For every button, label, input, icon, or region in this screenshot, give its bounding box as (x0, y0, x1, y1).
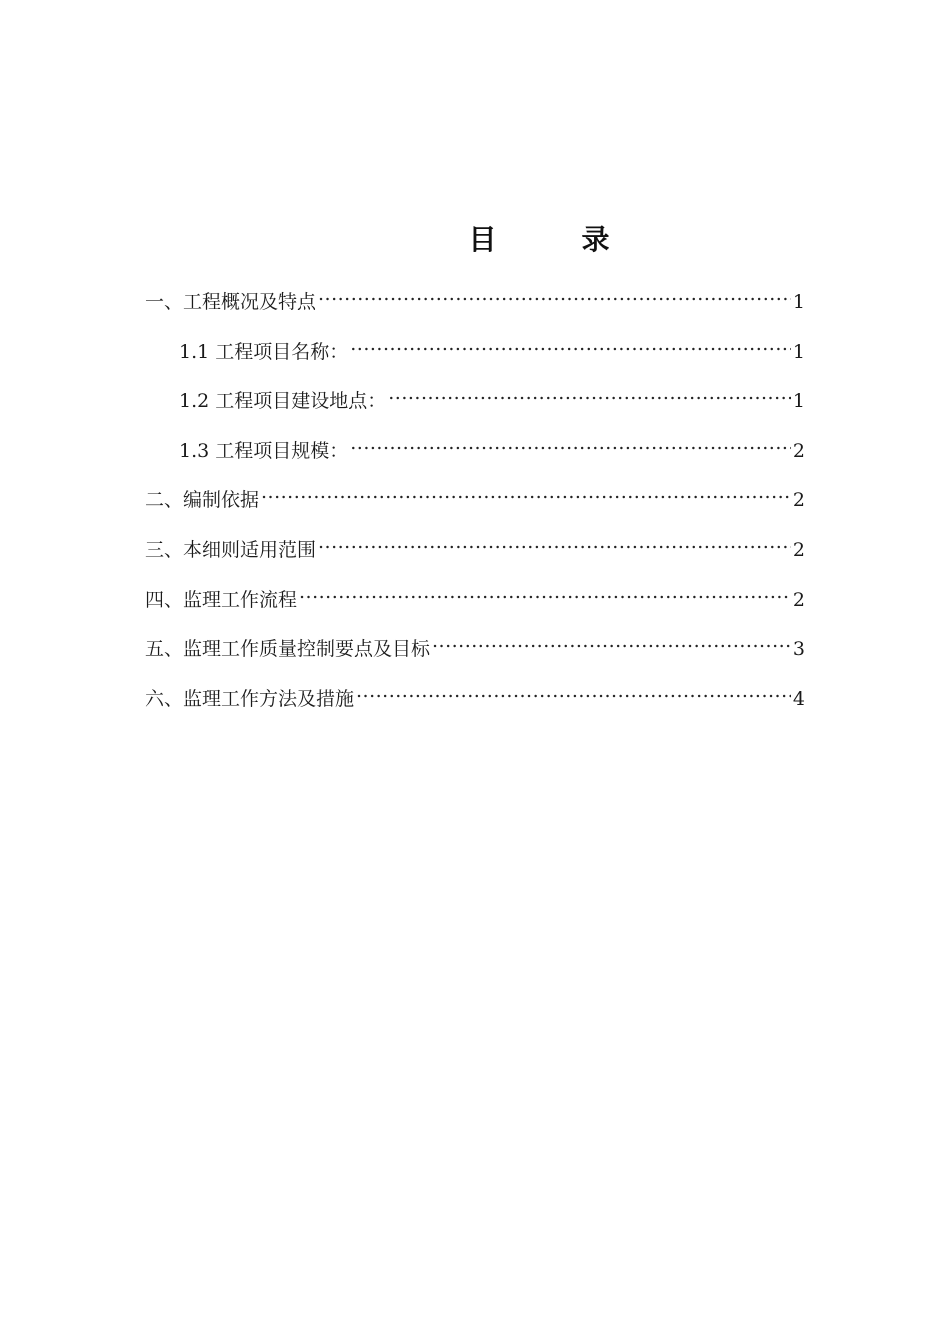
toc-dot-leader (318, 280, 791, 308)
toc-entry-label: 1.1 工程项目名称： (179, 340, 349, 363)
toc-entry-6[interactable] (145, 677, 805, 727)
toc-dot-leader (350, 330, 791, 358)
toc-dot-leader (388, 379, 791, 407)
toc-title-char-1: 目 (468, 223, 497, 256)
toc-entry-page: 2 (792, 588, 805, 611)
toc-entry-label: 六、监理工作方法及措施 (145, 687, 355, 710)
toc-entry-label: 五、监理工作质量控制要点及目标 (145, 638, 431, 661)
toc-entry-label: 一、工程概况及特点 (145, 291, 317, 313)
toc-list (145, 280, 805, 726)
toc-entry-page: 2 (792, 538, 805, 561)
toc-entry-1-2[interactable] (145, 379, 805, 429)
toc-title (0, 218, 950, 258)
toc-entry-page: 1 (792, 390, 805, 413)
toc-entry-page: 1 (792, 340, 805, 363)
toc-entry-label: 三、本细则适用范围 (145, 538, 317, 561)
toc-entry-2[interactable] (145, 478, 805, 528)
toc-title-char-2: 录 (581, 223, 610, 256)
toc-entry-label: 1.3 工程项目规模： (179, 439, 349, 462)
toc-entry-label: 四、监理工作流程 (145, 588, 298, 611)
toc-entry-label: 1.2 工程项目建设地点： (179, 390, 387, 413)
toc-dot-leader (299, 578, 791, 606)
toc-entry-1[interactable] (145, 280, 805, 330)
toc-entry-4[interactable] (145, 578, 805, 628)
toc-entry-page: 4 (792, 687, 805, 710)
toc-entry-page: 2 (792, 489, 805, 512)
toc-dot-leader (356, 677, 791, 705)
toc-dot-leader (318, 528, 791, 556)
toc-entry-3[interactable] (145, 528, 805, 578)
toc-entry-page: 3 (792, 638, 805, 661)
toc-entry-1-3[interactable] (145, 429, 805, 479)
toc-entry-label: 二、编制依据 (145, 489, 260, 512)
toc-dot-leader (432, 627, 791, 655)
toc-entry-5[interactable] (145, 627, 805, 677)
toc-entry-1-1[interactable] (145, 330, 805, 380)
toc-dot-leader (350, 429, 791, 457)
toc-entry-page: 1 (792, 291, 805, 313)
toc-dot-leader (261, 478, 791, 506)
toc-entry-page: 2 (792, 439, 805, 462)
